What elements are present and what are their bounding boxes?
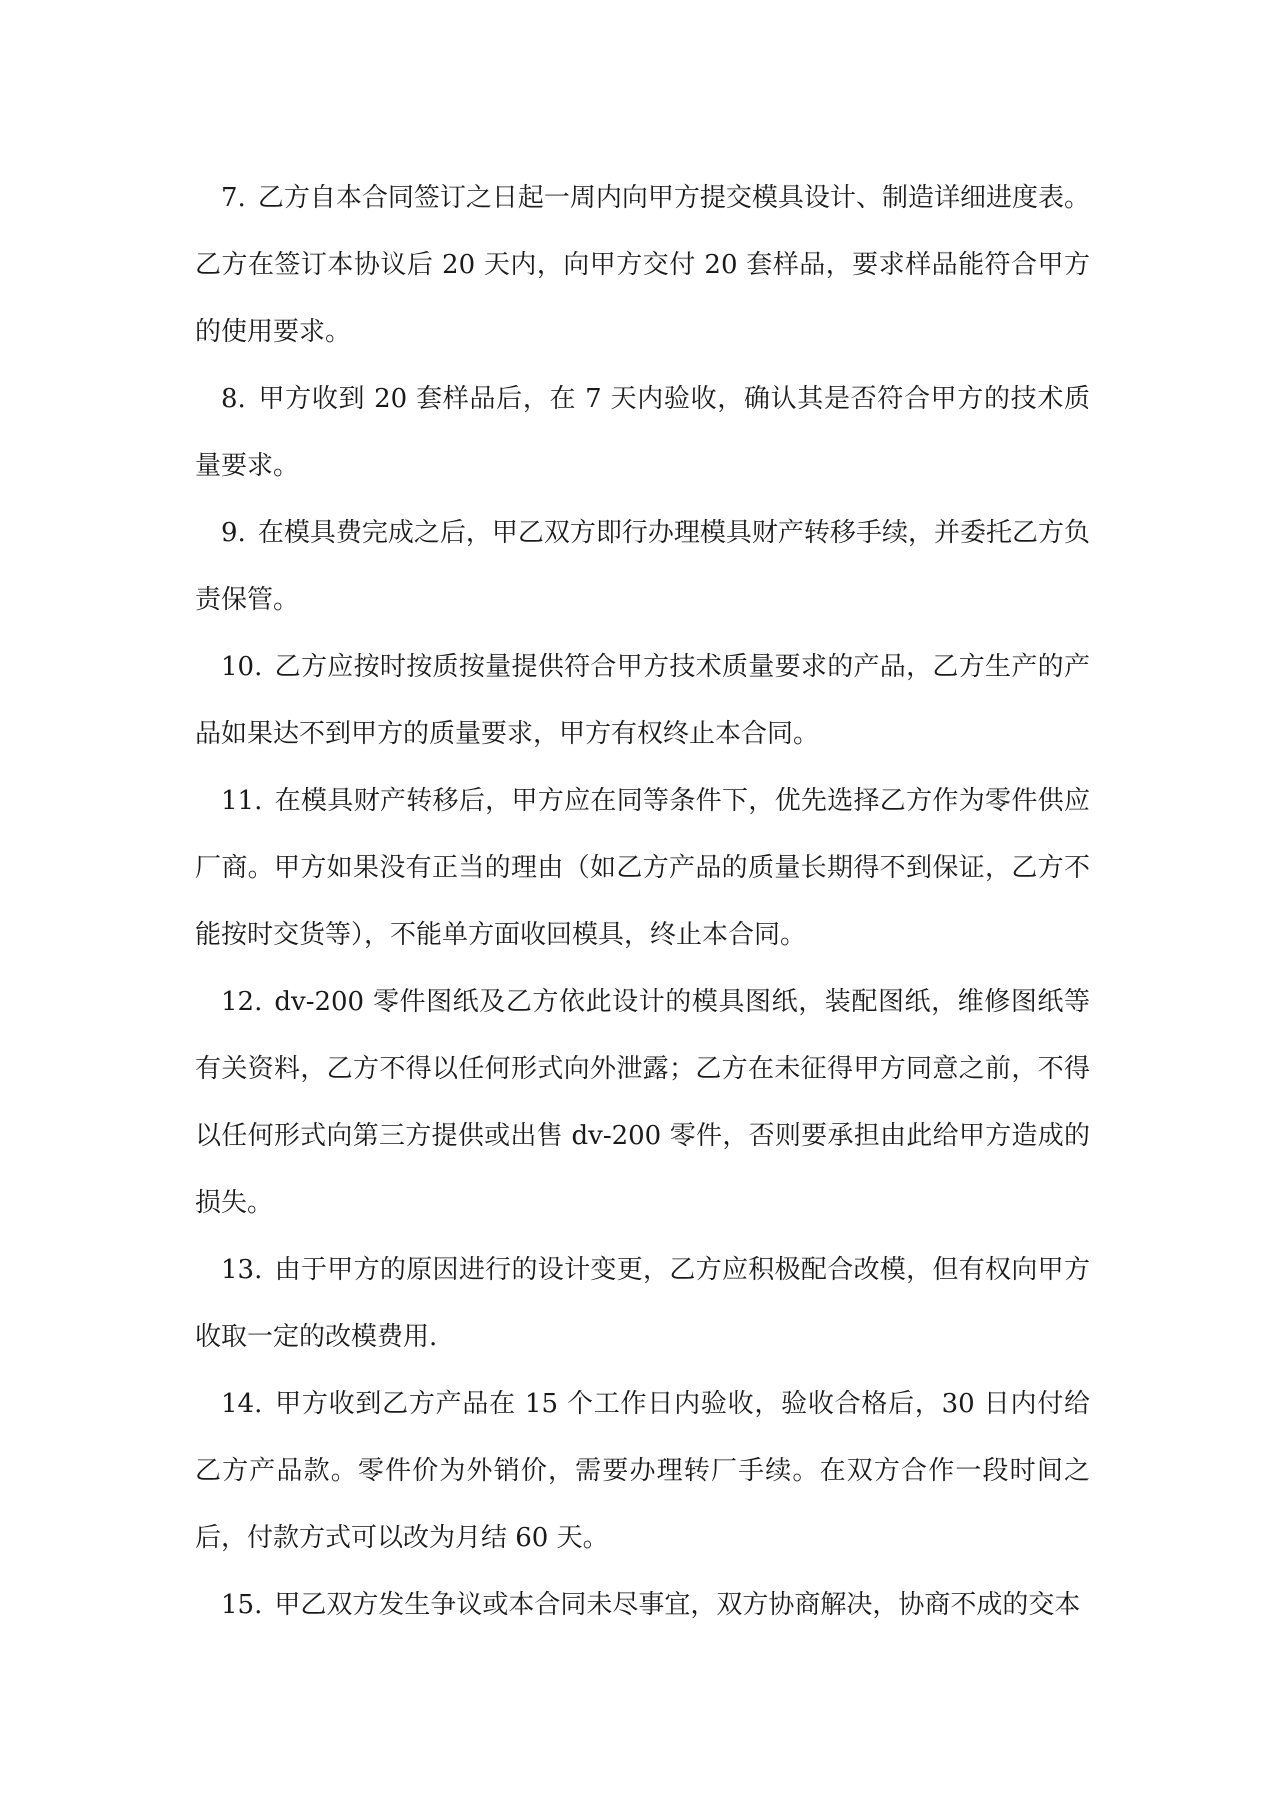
clause-text: 甲乙双方发生争议或本合同未尽事宜，双方协商解决，协商不成的交本 bbox=[274, 1590, 1081, 1620]
clause-text: 乙方应按时按质按量提供符合甲方技术质量要求的产品，乙方生产的产品如果达不到甲方的质量要求，甲方有权终止本合同。 bbox=[195, 652, 1090, 749]
clause-number: 7. bbox=[221, 183, 246, 213]
clause-text: 由于甲方的原因进行的设计变更，乙方应积极配合改模，但有权向甲方收取一定的改模费用. bbox=[195, 1255, 1090, 1352]
clause-9 bbox=[195, 500, 1090, 634]
clause-11 bbox=[195, 768, 1090, 969]
clause-number: 12. bbox=[221, 987, 263, 1017]
clause-number: 10. bbox=[221, 652, 263, 682]
clause-15 bbox=[195, 1572, 1090, 1639]
clause-number: 9. bbox=[221, 518, 246, 548]
clause-7 bbox=[195, 165, 1090, 366]
clause-text: 在模具费完成之后，甲乙双方即行办理模具财产转移手续，并委托乙方负责保管。 bbox=[195, 518, 1090, 615]
clause-text: dv-200 零件图纸及乙方依此设计的模具图纸，装配图纸，维修图纸等有关资料，乙方不得以任何形式向外泄露；乙方在未征得甲方同意之前，不得以任何形式向第三方提供或出售 dv-200 零件，否则要承担由此给甲方造成的损失。 bbox=[195, 987, 1090, 1218]
clause-12 bbox=[195, 969, 1090, 1237]
clause-text: 在模具财产转移后，甲方应在同等条件下，优先选择乙方作为零件供应厂商。甲方如果没有正当的理由（如乙方产品的质量长期得不到保证，乙方不能按时交货等），不能单方面收回模具，终止本合同。 bbox=[195, 786, 1090, 950]
clause-text: 乙方自本合同签订之日起一周内向甲方提交模具设计、制造详细进度表。乙方在签订本协议后 20 天内，向甲方交付 20 套样品，要求样品能符合甲方的使用要求。 bbox=[195, 183, 1090, 347]
clause-number: 14. bbox=[221, 1389, 263, 1419]
contract-clauses bbox=[195, 165, 1090, 1639]
clause-text: 甲方收到 20 套样品后，在 7 天内验收，确认其是否符合甲方的技术质量要求。 bbox=[195, 384, 1090, 481]
clause-10 bbox=[195, 634, 1090, 768]
clause-text: 甲方收到乙方产品在 15 个工作日内验收，验收合格后，30 日内付给乙方产品款。零件价为外销价，需要办理转厂手续。在双方合作一段时间之后，付款方式可以改为月结 60 天。 bbox=[195, 1389, 1090, 1553]
clause-number: 8. bbox=[221, 384, 246, 414]
clause-8 bbox=[195, 366, 1090, 500]
clause-number: 15. bbox=[221, 1590, 263, 1620]
clause-13 bbox=[195, 1237, 1090, 1371]
clause-number: 11. bbox=[221, 786, 263, 816]
clause-number: 13. bbox=[221, 1255, 263, 1285]
clause-14 bbox=[195, 1371, 1090, 1572]
